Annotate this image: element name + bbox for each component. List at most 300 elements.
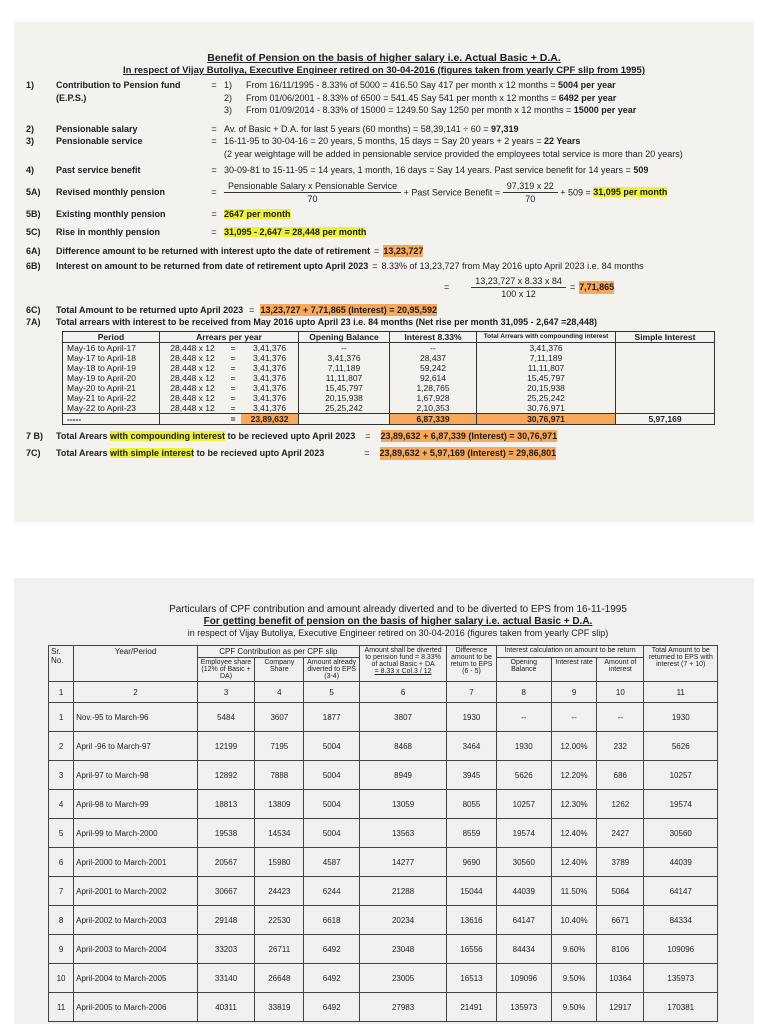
cpf-header-row-1	[49, 646, 718, 658]
table-cell: 16556	[447, 935, 496, 964]
table-cell: 8559	[447, 819, 496, 848]
fraction-denominator: 70	[525, 194, 536, 204]
table-cell: 8468	[359, 732, 447, 761]
table-row	[49, 848, 718, 877]
table-cell: 5004	[304, 732, 359, 761]
column-header: Employee share (12% of Basic + DA)	[197, 658, 254, 682]
equals: =	[211, 227, 217, 237]
table-row	[49, 935, 718, 964]
table-cell	[616, 342, 715, 353]
column-header-shall	[359, 646, 447, 682]
table-cell: 11	[49, 993, 74, 1022]
item-value	[224, 226, 742, 239]
arrears-row	[63, 403, 715, 414]
arrears-row	[63, 342, 715, 353]
table-cell: 5626	[496, 761, 551, 790]
table-cell: 44039	[644, 848, 718, 877]
arrears-table	[62, 331, 715, 425]
table-cell: 3807	[359, 703, 447, 732]
table-cell: 30560	[644, 819, 718, 848]
column-header: Arrears per year	[160, 331, 299, 342]
table-cell: 19538	[197, 819, 254, 848]
table-cell: 12892	[197, 761, 254, 790]
table-cell: 7195	[255, 732, 304, 761]
line-text: From 01/09/2014 - 8.33% of 15000 = 1249.50 Say 1250 per month x 12 months =	[246, 105, 574, 115]
table-row	[49, 964, 718, 993]
table-cell: 23048	[359, 935, 447, 964]
arrears-row	[63, 373, 715, 383]
column-header: CPF Contribution as per CPF slip	[197, 646, 359, 658]
equals: =	[364, 448, 370, 458]
table-cell: 24423	[255, 877, 304, 906]
item-arrears-simple	[26, 447, 742, 460]
item-arrears-compounding	[26, 430, 742, 443]
column-number: 6	[359, 682, 447, 703]
column-header: Year/Period	[74, 646, 198, 682]
item-pensionable-service	[26, 135, 742, 160]
item-label: Past service benefit	[56, 165, 141, 175]
column-header: Amount already diverted to EPS (3-4)	[304, 658, 359, 682]
table-cell: 1	[49, 703, 74, 732]
table-cell: 7888	[255, 761, 304, 790]
table-cell: 8106	[597, 935, 644, 964]
table-cell: 6671	[597, 906, 644, 935]
item-number: 4)	[26, 165, 35, 175]
line-result: 6492 per year	[558, 92, 617, 103]
table-cell: 22530	[255, 906, 304, 935]
table-cell: 5004	[304, 819, 359, 848]
arrears-total-row	[63, 413, 715, 424]
table-cell: 6618	[304, 906, 359, 935]
equals: =	[211, 165, 217, 175]
table-cell: 10364	[597, 964, 644, 993]
item-number: 6C)	[26, 304, 41, 315]
item-label: Existing monthly pension	[56, 208, 166, 219]
item-total-returned	[26, 304, 742, 317]
column-number: 11	[644, 682, 718, 703]
table-cell: April-2002 to March-2003	[74, 906, 198, 935]
total-returned-value: 13,23,727 + 7,71,865 (Interest) = 20,95,592	[260, 304, 438, 315]
table-cell: 9.50%	[551, 993, 596, 1022]
table-cell: 64147	[644, 877, 718, 906]
table-cell: 25,25,242	[477, 393, 616, 403]
table-cell: 19574	[496, 819, 551, 848]
table-cell: =	[225, 413, 241, 424]
item-label: Rise in monthly pension	[56, 227, 161, 237]
item-number: 1)	[26, 80, 35, 90]
table-cell: 28,448 x 12	[160, 403, 226, 414]
table-cell: 1262	[597, 790, 644, 819]
table-cell: 3	[49, 761, 74, 790]
table-cell: 84434	[496, 935, 551, 964]
table-cell: 6,87,339	[390, 413, 477, 424]
table-cell: 11,11,807	[477, 363, 616, 373]
table-cell: 12.20%	[551, 761, 596, 790]
equals: =	[569, 282, 576, 293]
item-eps-contribution	[26, 79, 742, 117]
table-cell: --	[551, 703, 596, 732]
table-cell: 10	[49, 964, 74, 993]
table-cell: 59,242	[390, 363, 477, 373]
existing-pension-value: 2647 per month	[224, 208, 291, 219]
table-cell: 23005	[359, 964, 447, 993]
table-cell: 33819	[255, 993, 304, 1022]
table-cell: 12.40%	[551, 819, 596, 848]
equals: =	[211, 80, 217, 90]
item-rise-pension	[26, 226, 742, 239]
arrears-compounding-value: 23,89,632 + 6,87,339 (Interest) = 30,76,971	[380, 430, 558, 441]
formula-fraction	[471, 275, 566, 301]
item-number: 7C)	[26, 448, 41, 458]
column-number: 5	[304, 682, 359, 703]
table-cell: --	[597, 703, 644, 732]
item-label: Pensionable service	[56, 136, 143, 146]
table-cell: 30,76,971	[477, 403, 616, 414]
table-cell	[616, 403, 715, 414]
table-cell: 1,67,928	[390, 393, 477, 403]
table-cell: April-2005 to March-2006	[74, 993, 198, 1022]
item-number: 7 B)	[26, 430, 44, 441]
table-cell: 40311	[197, 993, 254, 1022]
label-highlight: with compounding interest	[110, 430, 226, 441]
column-header: Period	[63, 331, 160, 342]
table-cell: 28,448 x 12	[160, 363, 226, 373]
table-cell: 3,41,376	[241, 393, 298, 403]
item-number: 6B)	[26, 261, 41, 271]
rise-pension-value: 31,095 - 2,647 = 28,448 per month	[224, 227, 367, 237]
table-cell: 11.50%	[551, 877, 596, 906]
table-cell: 13059	[359, 790, 447, 819]
equals: =	[365, 430, 371, 441]
table-cell: =	[230, 402, 236, 413]
table-cell: 5	[49, 819, 74, 848]
cpf-column-number-row	[49, 682, 718, 703]
sheet1-title: Benefit of Pension on the basis of higher salary i.e. Actual Basic + D.A.	[207, 52, 561, 64]
table-cell: 12.30%	[551, 790, 596, 819]
item-label	[56, 430, 355, 443]
line-result: 5004 per year	[558, 80, 616, 90]
arrears-row	[63, 363, 715, 373]
table-cell: 26648	[255, 964, 304, 993]
table-cell: 33140	[197, 964, 254, 993]
table-row	[49, 790, 718, 819]
table-cell: April-2003 to March-2004	[74, 935, 198, 964]
formula-text: + Past Service Benefit =	[403, 186, 501, 197]
item-label	[56, 447, 324, 460]
table-row	[49, 819, 718, 848]
table-cell: May-20 to April-21	[63, 383, 160, 393]
cpf-particulars-sheet	[14, 578, 754, 1024]
table-cell: 135973	[496, 993, 551, 1022]
table-row	[49, 877, 718, 906]
table-cell: 9690	[447, 848, 496, 877]
table-cell: =	[230, 392, 236, 403]
table-cell	[616, 373, 715, 383]
interest-result: 7,71,865	[579, 282, 615, 293]
table-cell: 6492	[304, 935, 359, 964]
item-number: 2)	[26, 123, 35, 134]
table-cell: 1930	[496, 732, 551, 761]
interest-description: 8.33% of 13,23,727 from May 2016 upto April 2023 i.e. 84 months	[381, 261, 644, 271]
item-label: Contribution to Pension fund (E.P.S.)	[56, 80, 181, 103]
equals: =	[211, 123, 217, 134]
table-cell: April-97 to March-98	[74, 761, 198, 790]
table-cell: 14534	[255, 819, 304, 848]
table-cell: =	[230, 342, 236, 353]
table-cell: -----	[63, 413, 160, 424]
table-cell: 9.50%	[551, 964, 596, 993]
sheet2-subtitle: For getting benefit of pension on the basis of higher salary i.e. actual Basic + D.A.	[203, 616, 593, 627]
table-cell: 12917	[597, 993, 644, 1022]
table-cell: 5004	[304, 761, 359, 790]
fraction-numerator: 97,319 x 22	[503, 180, 558, 194]
table-cell: 12.40%	[551, 848, 596, 877]
table-cell: 109096	[496, 964, 551, 993]
table-cell: Nov.-95 to March-96	[74, 703, 198, 732]
item-value	[224, 79, 742, 117]
pension-benefit-sheet	[14, 22, 754, 522]
table-cell: April-2001 to March-2002	[74, 877, 198, 906]
item-label: Difference amount to be returned with interest upto the date of retirement	[56, 245, 371, 256]
table-cell: 8949	[359, 761, 447, 790]
formula-fraction	[224, 180, 401, 206]
table-cell: 3464	[447, 732, 496, 761]
label-text: to be recieved upto April 2023	[194, 448, 325, 458]
item-label: Revised monthly pension	[56, 187, 166, 198]
item-revised-pension	[26, 180, 742, 206]
table-cell: 13563	[359, 819, 447, 848]
table-cell	[160, 413, 226, 424]
value-text: 30-09-81 to 15-11-95 = 14 years, 1 month, 16 days = Say 14 years. Past service benefit for 14 years =	[224, 165, 634, 175]
table-cell: 26711	[255, 935, 304, 964]
table-cell: 28,448 x 12	[160, 353, 226, 363]
item-number: 3)	[26, 136, 35, 146]
table-cell	[616, 393, 715, 403]
table-cell	[616, 363, 715, 373]
table-cell: 30560	[496, 848, 551, 877]
fraction-numerator: Pensionable Salary x Pensionable Service	[224, 180, 401, 194]
column-number: 2	[74, 682, 198, 703]
table-cell: May-19 to April-20	[63, 373, 160, 383]
table-cell: 27983	[359, 993, 447, 1022]
item-difference-amount	[26, 245, 742, 258]
table-cell: 1877	[304, 703, 359, 732]
table-cell: 30,76,971	[477, 413, 616, 424]
table-cell: 18813	[197, 790, 254, 819]
table-cell: 10.40%	[551, 906, 596, 935]
table-cell: April-98 to March-99	[74, 790, 198, 819]
table-cell: 29148	[197, 906, 254, 935]
equals: =	[249, 304, 255, 315]
table-cell: 2	[49, 732, 74, 761]
table-cell: 44039	[496, 877, 551, 906]
column-number: 9	[551, 682, 596, 703]
table-cell	[299, 413, 390, 424]
table-cell: 15,45,797	[477, 373, 616, 383]
table-cell: =	[230, 372, 236, 383]
table-cell: 3789	[597, 848, 644, 877]
table-cell: 3,41,376	[241, 342, 298, 353]
fraction-denominator: 100 x 12	[501, 289, 536, 299]
column-header: Opening Balance	[496, 658, 551, 682]
formula-text: + 509 =	[560, 186, 594, 197]
value-result: 22 Years	[544, 136, 581, 146]
column-number: 1	[49, 682, 74, 703]
line-text: From 16/11/1995 - 8.33% of 5000 = 416.50 Say 417 per month x 12 months =	[246, 80, 559, 90]
arrears-header-row	[63, 331, 715, 342]
item-label: Interest on amount to be returned from date of retirement upto April 2023	[56, 261, 369, 271]
table-cell	[616, 353, 715, 363]
table-cell: 8	[49, 906, 74, 935]
table-cell: April-2004 to March-2005	[74, 964, 198, 993]
line-text: From 01/06/2001 - 8.33% of 6500 = 541.45 Say 541 per month x 12 months =	[246, 92, 559, 103]
table-cell: 2,10,353	[390, 403, 477, 414]
table-cell: 28,448 x 12	[160, 373, 226, 383]
cpf-table	[48, 645, 718, 1022]
column-header: Interest 8.33%	[390, 331, 477, 342]
arrears-row	[63, 393, 715, 403]
item-value	[224, 164, 742, 177]
column-header: Sr. No.	[49, 646, 74, 682]
item-existing-pension	[26, 208, 742, 221]
table-cell: 3,41,376	[241, 353, 298, 363]
table-cell: 28,448 x 12	[160, 383, 226, 393]
table-cell: 28,437	[390, 353, 477, 363]
table-cell: 13616	[447, 906, 496, 935]
difference-amount-value: 13,23,727	[383, 245, 424, 256]
table-cell: 3,41,376	[241, 383, 298, 393]
table-cell: 6492	[304, 993, 359, 1022]
table-cell: =	[230, 362, 236, 373]
column-header: Total Amount to be returned to EPS with interest (7 + 10)	[644, 646, 718, 682]
value-note: (2 year weightage will be added in pensionable service provided the employees total service is more than 20 years)	[224, 148, 683, 159]
equals: =	[374, 245, 380, 256]
table-cell: --	[299, 342, 390, 353]
header-text: Amount shall be diverted to pension fund = 8.33% of actual Basic + DA	[364, 647, 442, 668]
table-cell: =	[230, 352, 236, 363]
equals: =	[372, 261, 378, 271]
table-cell: 15044	[447, 877, 496, 906]
table-cell: April-99 to March-2000	[74, 819, 198, 848]
equals: =	[444, 282, 450, 293]
fraction-numerator: 13,23,727 x 8.33 x 84	[471, 275, 566, 289]
table-cell: May-18 to April-19	[63, 363, 160, 373]
label-text: Total Arears	[56, 430, 111, 441]
sheet2-line3: in respect of Vijay Butoliya, Executive Engineer retired on 30-04-2016 (figures taken from yearly CPF slip)	[187, 628, 609, 638]
table-cell: 4587	[304, 848, 359, 877]
table-cell: 23,89,632	[241, 413, 298, 424]
column-header: Difference amount to be return to EPS (6 - 5)	[447, 646, 496, 682]
header-formula: = 8.33 x Col.3 / 12	[374, 668, 432, 675]
label-text: to be recieved upto April 2023	[225, 430, 356, 441]
table-cell: 5484	[197, 703, 254, 732]
item-past-service-benefit	[26, 164, 742, 177]
line-number: 2)	[224, 92, 233, 103]
value-text: Av. of Basic + D.A. for last 5 years (60 months) = 58,39,141 ÷ 60 =	[224, 123, 491, 134]
column-header: Company Share	[255, 658, 304, 682]
table-cell: 3,41,376	[241, 403, 298, 414]
column-header: Amount of interest	[597, 658, 644, 682]
table-row	[49, 761, 718, 790]
table-cell: 6492	[304, 964, 359, 993]
table-cell: 3945	[447, 761, 496, 790]
item-label: Pensionable salary	[56, 123, 138, 134]
equals: =	[211, 208, 217, 219]
item-interest-amount	[26, 260, 742, 273]
arrears-simple-value: 23,89,632 + 5,97,169 (Interest) = 29,86,801	[379, 448, 557, 458]
table-cell: 6	[49, 848, 74, 877]
item-label: Total Amount to be returned upto April 2023	[56, 304, 244, 315]
table-cell: 12199	[197, 732, 254, 761]
item-total-arrears	[26, 316, 742, 329]
table-cell: 13809	[255, 790, 304, 819]
table-cell: 28,448 x 12	[160, 342, 226, 353]
item-number: 5B)	[26, 208, 41, 219]
table-cell: 9	[49, 935, 74, 964]
table-cell: 14277	[359, 848, 447, 877]
table-cell: 232	[597, 732, 644, 761]
arrears-row	[63, 353, 715, 363]
label-highlight: with simple interest	[110, 448, 195, 458]
table-cell: 135973	[644, 964, 718, 993]
table-cell: 10257	[644, 761, 718, 790]
table-cell: 10257	[496, 790, 551, 819]
table-cell: 7	[49, 877, 74, 906]
table-cell: 30667	[197, 877, 254, 906]
table-cell: 7,11,189	[477, 353, 616, 363]
table-cell: 15,45,797	[299, 383, 390, 393]
interest-formula-row	[26, 275, 742, 301]
item-value	[224, 208, 742, 221]
table-cell: 5064	[597, 877, 644, 906]
column-header: Simple Interest	[616, 331, 715, 342]
table-cell: 33203	[197, 935, 254, 964]
sheet2-title: Particulars of CPF contribution and amount already diverted and to be diverted to EPS from 16-11-1995	[169, 604, 627, 615]
table-row	[49, 993, 718, 1022]
table-cell: 4	[49, 790, 74, 819]
table-cell: May-21 to April-22	[63, 393, 160, 403]
item-pensionable-salary	[26, 123, 742, 136]
table-cell: 686	[597, 761, 644, 790]
value-result: 97,319	[491, 123, 519, 134]
table-cell: 5626	[644, 732, 718, 761]
item-number: 7A)	[26, 317, 41, 327]
table-cell: 20567	[197, 848, 254, 877]
table-cell: 2427	[597, 819, 644, 848]
item-value	[224, 135, 742, 160]
table-cell: 3607	[255, 703, 304, 732]
table-cell: =	[230, 382, 236, 393]
table-cell: 84334	[644, 906, 718, 935]
table-cell: 3,41,376	[477, 342, 616, 353]
table-cell: 20234	[359, 906, 447, 935]
item-label: Total arrears with interest to be received from May 2016 upto April 23 i.e. 84 months (Net rise per month 31,095 - 2,647 =28,448)	[56, 317, 597, 327]
item-value	[224, 180, 742, 206]
table-cell: 3,41,376	[241, 373, 298, 383]
column-number: 3	[197, 682, 254, 703]
table-cell: 20,15,938	[477, 383, 616, 393]
table-cell: 3,41,376	[299, 353, 390, 363]
table-cell: 1930	[644, 703, 718, 732]
table-cell: 5,97,169	[616, 413, 715, 424]
table-cell: 92,614	[390, 373, 477, 383]
table-cell: 3,41,376	[241, 363, 298, 373]
table-cell: 170381	[644, 993, 718, 1022]
table-cell: 6244	[304, 877, 359, 906]
table-cell: 21288	[359, 877, 447, 906]
item-number: 6A)	[26, 245, 41, 256]
column-number: 10	[597, 682, 644, 703]
